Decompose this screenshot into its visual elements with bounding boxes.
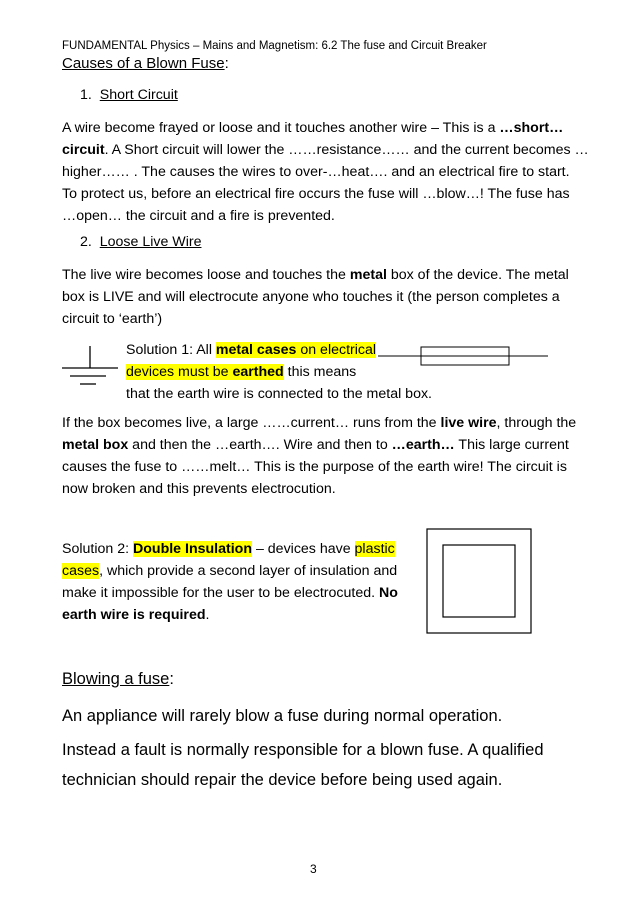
text: The live wire becomes loose and touches the [62, 267, 350, 283]
text: . [205, 607, 210, 623]
short-circuit-paragraph [62, 117, 589, 227]
bold-text: circuit [62, 142, 105, 158]
heading-text: Short Circuit [99, 87, 178, 103]
blowing-fuse-title [62, 664, 174, 694]
text-line: Instead a fault is normally responsible for a blown fuse. A qualified [62, 741, 544, 759]
text: and then the …earth…. Wire and then to [128, 437, 392, 453]
title-text: Causes of a Blown Fuse [62, 55, 225, 72]
text: . A Short circuit will lower the ……resistance…… and the current becomes … [104, 142, 589, 158]
text-line [62, 139, 589, 161]
text: Solution 1: All [126, 342, 216, 358]
text: This large current [454, 437, 569, 453]
earth-wire-paragraph [62, 412, 577, 500]
bold-text: live wire [440, 415, 497, 431]
list-number: 1. [80, 87, 92, 103]
text-line: that the earth wire is connected to the metal box. [126, 386, 432, 402]
heading-text: Loose Live Wire [99, 234, 202, 250]
bold-text: metal [349, 267, 387, 283]
bold-text: …short… [499, 120, 564, 136]
title-colon: : [224, 55, 229, 72]
bold-text: …earth… [391, 437, 455, 453]
text: If the box becomes live, a large ……current… runs from the [62, 415, 441, 431]
text: , through the [496, 415, 577, 431]
highlighted-text: plastic [354, 541, 395, 557]
text-line: …open… the circuit and a fire is prevented. [62, 208, 335, 224]
text-line [62, 117, 572, 139]
text-line [62, 412, 577, 434]
highlighted-bold-text: metal cases [215, 342, 297, 358]
text: make it impossible for the user to be electrocuted. [62, 585, 380, 601]
text-line: circuit to ‘earth’) [62, 311, 163, 327]
title-text: Blowing a fuse [62, 670, 170, 688]
loose-live-wire-paragraph [62, 264, 572, 330]
text-line: To protect us, before an electrical fire occurs the fuse will …blow…! The fuse has [62, 186, 570, 202]
text-line [126, 361, 446, 383]
bold-text: No [379, 585, 398, 601]
text-line: technician should repair the device before being used again. [62, 771, 503, 789]
page-header: FUNDAMENTAL Physics – Mains and Magnetism: 6.2 The fuse and Circuit Breaker [62, 40, 487, 52]
blowing-fuse-paragraph-1: An appliance will rarely blow a fuse during normal operation. [62, 707, 503, 725]
double-insulation-symbol-icon [426, 528, 534, 636]
text-line [62, 604, 402, 626]
text-line: box is LIVE and will electrocute anyone who touches it (the person completes a [62, 289, 560, 305]
text-line [62, 264, 572, 286]
page-number: 3 [310, 862, 317, 876]
text: Solution 2: [62, 541, 133, 557]
blowing-fuse-paragraph-2 [62, 735, 544, 795]
title-colon: : [169, 670, 174, 688]
highlighted-bold-text: earthed [232, 364, 284, 380]
text-line: now broken and this prevents electrocution. [62, 481, 336, 497]
solution-1-text [126, 339, 446, 405]
section-title [62, 55, 229, 72]
highlighted-text: devices must be [126, 364, 233, 380]
earth-symbol-icon [60, 344, 120, 388]
text: this means [283, 364, 357, 380]
text: , which provide a second layer of insulation and [99, 563, 398, 579]
heading-short-circuit [80, 87, 178, 103]
text: A wire become frayed or loose and it touches another wire – This is a [62, 120, 500, 136]
text-line [62, 538, 402, 560]
bold-text: earth wire is required [62, 607, 206, 623]
text-line [62, 560, 402, 582]
text: box of the device. The metal [386, 267, 569, 283]
text-line [62, 582, 402, 604]
text-line: causes the fuse to ……melt… This is the purpose of the earth wire! The circuit is [62, 459, 567, 475]
heading-loose-live-wire [80, 234, 201, 250]
text-line: higher…… . The causes the wires to over-…heat…. and an electrical fire to start. [62, 164, 570, 180]
highlighted-text: cases [62, 563, 100, 579]
solution-2-text [62, 538, 402, 626]
list-number: 2. [80, 234, 92, 250]
text-line [126, 339, 446, 361]
text: – devices have [252, 541, 355, 557]
text-line [62, 434, 572, 456]
highlighted-bold-text: Double Insulation [133, 541, 253, 557]
bold-text: metal box [62, 437, 129, 453]
highlighted-text: on electrical [296, 342, 377, 358]
